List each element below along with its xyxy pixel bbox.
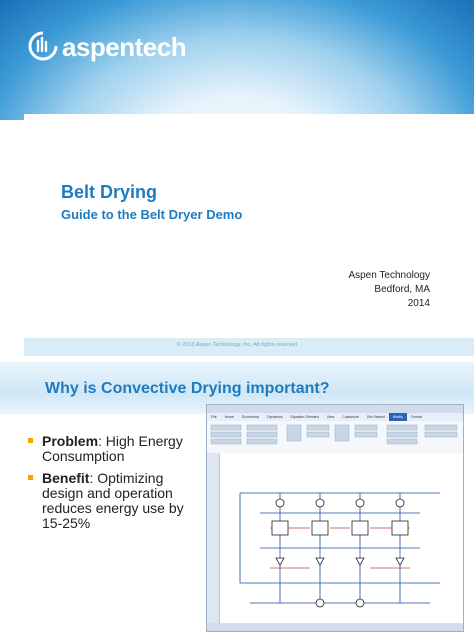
process-flowsheet-diagram [220,453,464,623]
bullet-problem [28,434,198,464]
bullet-label: Problem [42,433,99,449]
bullet-benefit [28,471,198,531]
navigation-pane [207,453,220,623]
tab-equation-oriented: Equation Oriented [290,415,319,419]
content-slide [0,362,474,632]
aspentech-logo [26,28,186,63]
copyright-text: © 2013 Aspen Technology, Inc. All rights reserved [176,342,298,348]
tab-customize: Customize [342,415,359,419]
title-panel [24,114,474,350]
tab-format: Format [411,415,423,419]
window-titlebar [207,405,463,413]
bullet-marker-icon [28,475,33,480]
tab-dynamics: Dynamics [267,415,283,419]
tab-economics: Economics [241,415,260,419]
bullet-label: Benefit [42,470,90,486]
bullet-list [28,434,198,538]
tab-modify: Modify [389,413,407,421]
tab-home: Home [224,415,234,419]
ribbon-toolbar [207,421,463,454]
year: 2014 [407,298,430,309]
aspen-plus-screenshot [206,404,464,632]
status-bar [207,623,463,632]
company-name: Aspen Technology [348,270,430,281]
ribbon-icons [207,421,463,453]
slide-subtitle: Guide to the Belt Dryer Demo [61,207,243,222]
aspentech-logo-icon [26,29,60,63]
bullet-text: : Optimizing design and operation reduces energy use by 15-25% [42,470,184,531]
bullet-marker-icon [28,438,33,443]
presenter-info [348,269,430,311]
tab-file: File [211,415,217,419]
tab-view: View [326,415,335,419]
location: Bedford, MA [374,284,430,295]
logo-wordmark: aspentech [62,32,187,62]
tab-get-started: Get Started [366,415,385,419]
flowsheet-canvas [220,453,464,623]
ribbon-tabs [207,413,463,421]
slide-title: Belt Drying [61,182,158,202]
bullet-text: : High Energy Consumption [42,433,183,464]
slide-title: Why is Convective Drying important? [45,380,330,397]
